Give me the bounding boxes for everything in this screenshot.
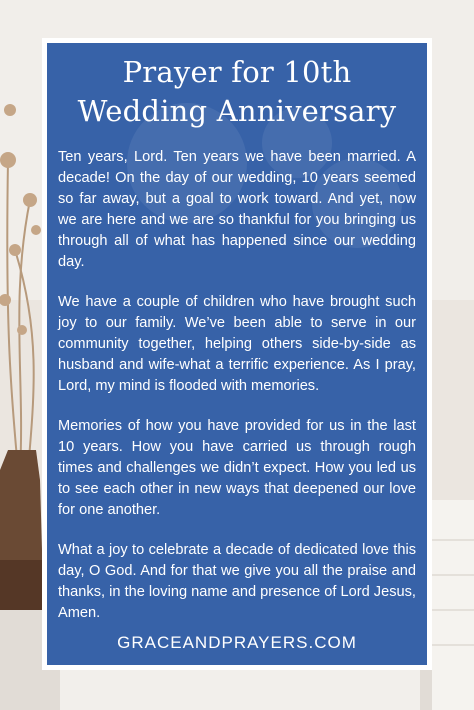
prayer-text (58, 147, 416, 624)
title-line-2: Wedding Anniversary (77, 94, 397, 128)
prayer-card (42, 38, 432, 670)
paragraph-2: We have a couple of children who have brought such joy to our family. We’ve been able to serve in our community together, helping others side-by-side as husband and wife-what a terrific experience. As I pray, Lord, my mind is flooded with memories. (58, 294, 416, 394)
paragraph-3: Memories of how you have provided for us in the last 10 years. How you have carried us through rough times and challenges we didn’t expect. How you led us to see each other in new ways that deepened our love for one another. (58, 418, 416, 518)
paragraph-4: What a joy to celebrate a decade of dedicated love this day, O God. And for that we give you all the praise and thanks, in the loving name and presence of Lord Jesus, Amen. (58, 542, 416, 621)
paragraph-1: Ten years, Lord. Ten years we have been married. A decade! On the day of our wedding, 10 years seemed so far away, but a goal to work toward. And yet, now we are here and we are so thankful for you bringing us through all of what has happened since our wedding day. (58, 149, 416, 270)
prayer-panel (47, 43, 427, 665)
site-url: GRACEANDPRAYERS.COM (117, 633, 357, 652)
page-title (58, 53, 416, 131)
title-line-1: Prayer for 10th (122, 55, 352, 89)
